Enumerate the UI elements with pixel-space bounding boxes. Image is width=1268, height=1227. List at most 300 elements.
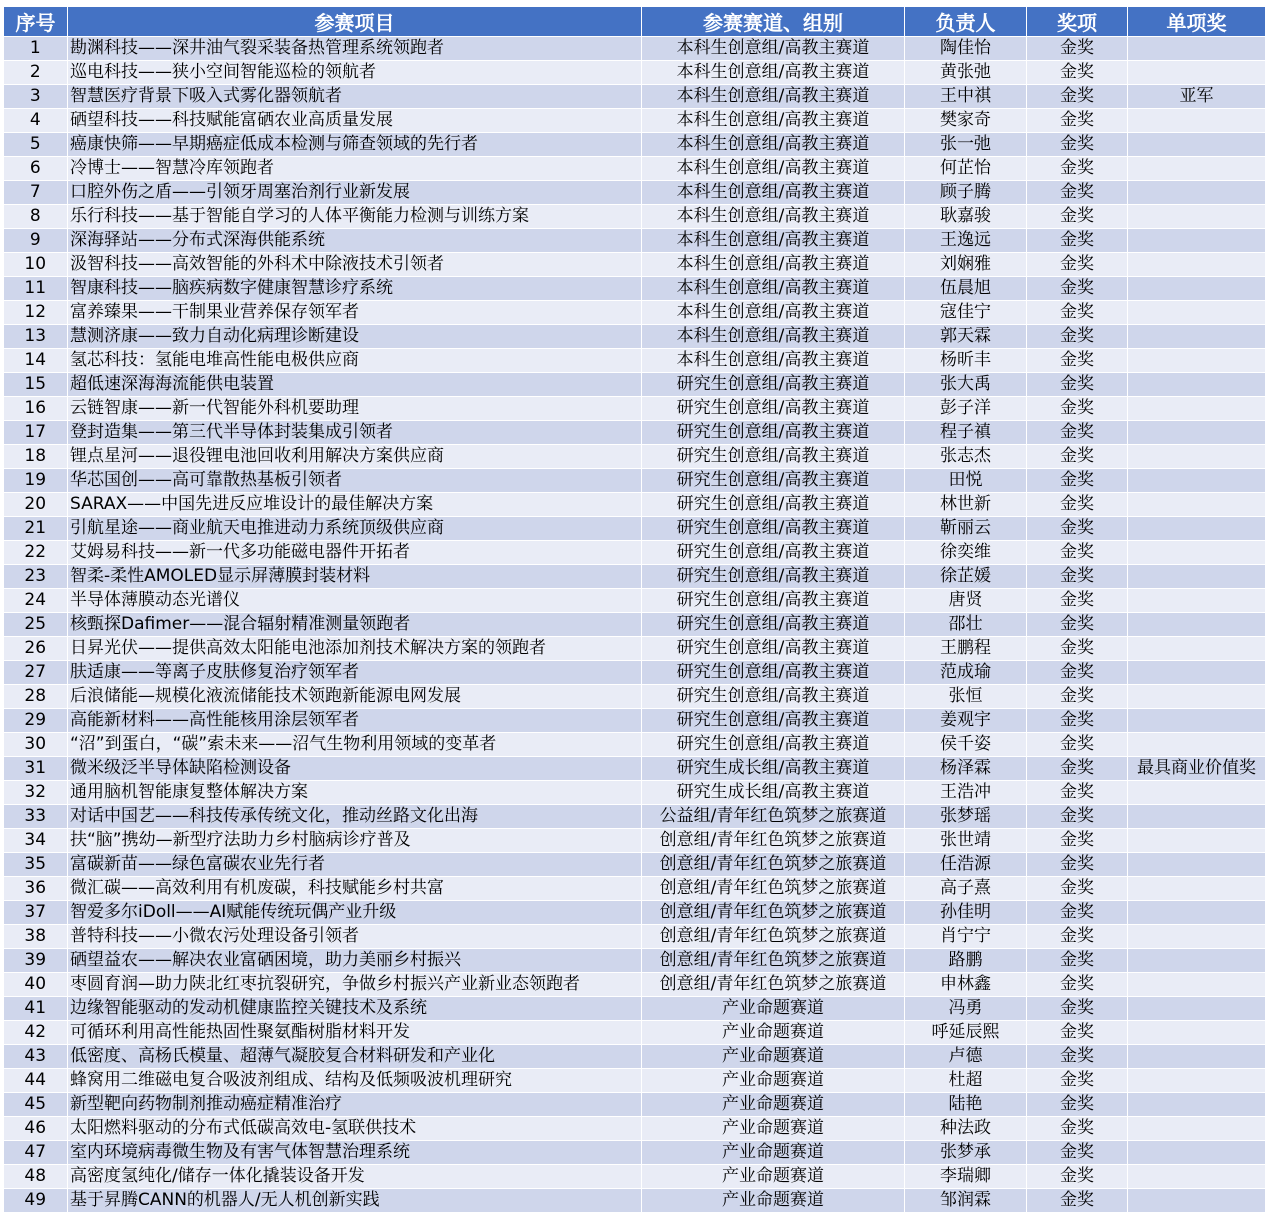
- special-award: [1128, 469, 1266, 493]
- table-row: [4, 1069, 1266, 1093]
- project-name: 基于昇腾CANN的机器人/无人机创新实践: [68, 1189, 642, 1213]
- table-row: [4, 877, 1266, 901]
- special-award: [1128, 685, 1266, 709]
- track-group: 本科生创意组/高教主赛道: [642, 349, 905, 373]
- award: 金奖: [1027, 325, 1128, 349]
- track-group: 公益组/青年红色筑梦之旅赛道: [642, 805, 905, 829]
- track-group: 研究生成长组/高教主赛道: [642, 781, 905, 805]
- award: 金奖: [1027, 613, 1128, 637]
- row-index: 36: [4, 877, 68, 901]
- row-index: 8: [4, 205, 68, 229]
- track-group: 本科生创意组/高教主赛道: [642, 229, 905, 253]
- track-group: 本科生创意组/高教主赛道: [642, 37, 905, 61]
- leader-name: 卢德: [905, 1045, 1027, 1069]
- award: 金奖: [1027, 925, 1128, 949]
- project-name: 对话中国艺——科技传承传统文化，推动丝路文化出海: [68, 805, 642, 829]
- track-group: 本科生创意组/高教主赛道: [642, 109, 905, 133]
- leader-name: 徐奕维: [905, 541, 1027, 565]
- special-award: [1128, 1189, 1266, 1213]
- project-name: 低密度、高杨氏模量、超薄气凝胶复合材料研发和产业化: [68, 1045, 642, 1069]
- row-index: 46: [4, 1117, 68, 1141]
- special-award: [1128, 493, 1266, 517]
- leader-name: 张梦瑶: [905, 805, 1027, 829]
- row-index: 10: [4, 253, 68, 277]
- leader-name: 杜超: [905, 1069, 1027, 1093]
- row-index: 17: [4, 421, 68, 445]
- table-row: [4, 37, 1266, 61]
- track-group: 本科生创意组/高教主赛道: [642, 181, 905, 205]
- track-group: 研究生创意组/高教主赛道: [642, 445, 905, 469]
- row-index: 27: [4, 661, 68, 685]
- table-row: [4, 1189, 1266, 1213]
- leader-name: 彭子洋: [905, 397, 1027, 421]
- leader-name: 姜观宇: [905, 709, 1027, 733]
- special-award: [1128, 205, 1266, 229]
- project-name: 智柔-柔性AMOLED显示屏薄膜封装材料: [68, 565, 642, 589]
- special-award: [1128, 1117, 1266, 1141]
- header-special-award: 单项奖: [1128, 7, 1266, 37]
- special-award: [1128, 301, 1266, 325]
- track-group: 研究生创意组/高教主赛道: [642, 373, 905, 397]
- special-award: [1128, 421, 1266, 445]
- table-row: [4, 61, 1266, 85]
- special-award: [1128, 1093, 1266, 1117]
- header-project: 参赛项目: [68, 7, 642, 37]
- leader-name: 邵壮: [905, 613, 1027, 637]
- leader-name: 杨泽霖: [905, 757, 1027, 781]
- row-index: 3: [4, 85, 68, 109]
- award: 金奖: [1027, 349, 1128, 373]
- row-index: 29: [4, 709, 68, 733]
- leader-name: 陆艳: [905, 1093, 1027, 1117]
- row-index: 42: [4, 1021, 68, 1045]
- track-group: 本科生创意组/高教主赛道: [642, 301, 905, 325]
- track-group: 研究生创意组/高教主赛道: [642, 517, 905, 541]
- track-group: 研究生创意组/高教主赛道: [642, 397, 905, 421]
- award: 金奖: [1027, 229, 1128, 253]
- leader-name: 田悦: [905, 469, 1027, 493]
- table-row: [4, 109, 1266, 133]
- special-award: [1128, 853, 1266, 877]
- track-group: 产业命题赛道: [642, 1165, 905, 1189]
- row-index: 48: [4, 1165, 68, 1189]
- track-group: 本科生创意组/高教主赛道: [642, 253, 905, 277]
- track-group: 本科生创意组/高教主赛道: [642, 277, 905, 301]
- project-name: 智慧医疗背景下吸入式雾化器领航者: [68, 85, 642, 109]
- special-award: [1128, 949, 1266, 973]
- row-index: 30: [4, 733, 68, 757]
- project-name: 巡电科技——狭小空间智能巡检的领航者: [68, 61, 642, 85]
- award: 金奖: [1027, 1021, 1128, 1045]
- table-row: [4, 181, 1266, 205]
- table-row: [4, 373, 1266, 397]
- track-group: 产业命题赛道: [642, 1021, 905, 1045]
- table-row: [4, 613, 1266, 637]
- award: 金奖: [1027, 445, 1128, 469]
- track-group: 本科生创意组/高教主赛道: [642, 85, 905, 109]
- leader-name: 王中祺: [905, 85, 1027, 109]
- table-row: [4, 445, 1266, 469]
- award: 金奖: [1027, 541, 1128, 565]
- leader-name: 冯勇: [905, 997, 1027, 1021]
- award: 金奖: [1027, 709, 1128, 733]
- project-name: 慧测济康——致力自动化病理诊断建设: [68, 325, 642, 349]
- award: 金奖: [1027, 205, 1128, 229]
- award: 金奖: [1027, 685, 1128, 709]
- special-award: [1128, 925, 1266, 949]
- table-row: [4, 901, 1266, 925]
- award: 金奖: [1027, 1093, 1128, 1117]
- row-index: 7: [4, 181, 68, 205]
- table-row: [4, 757, 1266, 781]
- leader-name: 伍晨旭: [905, 277, 1027, 301]
- special-award: [1128, 829, 1266, 853]
- track-group: 本科生创意组/高教主赛道: [642, 205, 905, 229]
- award: 金奖: [1027, 1069, 1128, 1093]
- leader-name: 王浩冲: [905, 781, 1027, 805]
- leader-name: 寇佳宁: [905, 301, 1027, 325]
- project-name: 锂点星河——退役锂电池回收利用解决方案供应商: [68, 445, 642, 469]
- table-row: [4, 781, 1266, 805]
- leader-name: 高子熹: [905, 877, 1027, 901]
- leader-name: 耿嘉骏: [905, 205, 1027, 229]
- award: 金奖: [1027, 973, 1128, 997]
- special-award: [1128, 541, 1266, 565]
- award: 金奖: [1027, 421, 1128, 445]
- track-group: 创意组/青年红色筑梦之旅赛道: [642, 829, 905, 853]
- special-award: [1128, 37, 1266, 61]
- special-award: [1128, 877, 1266, 901]
- row-index: 37: [4, 901, 68, 925]
- row-index: 12: [4, 301, 68, 325]
- row-index: 2: [4, 61, 68, 85]
- special-award: [1128, 373, 1266, 397]
- track-group: 研究生创意组/高教主赛道: [642, 613, 905, 637]
- special-award: [1128, 1021, 1266, 1045]
- award: 金奖: [1027, 637, 1128, 661]
- leader-name: 顾子腾: [905, 181, 1027, 205]
- special-award: [1128, 973, 1266, 997]
- special-award: [1128, 133, 1266, 157]
- project-name: 微米级泛半导体缺陷检测设备: [68, 757, 642, 781]
- row-index: 25: [4, 613, 68, 637]
- header-track: 参赛赛道、组别: [642, 7, 905, 37]
- track-group: 创意组/青年红色筑梦之旅赛道: [642, 949, 905, 973]
- award: 金奖: [1027, 517, 1128, 541]
- track-group: 研究生成长组/高教主赛道: [642, 757, 905, 781]
- row-index: 22: [4, 541, 68, 565]
- table-row: [4, 589, 1266, 613]
- row-index: 49: [4, 1189, 68, 1213]
- track-group: 产业命题赛道: [642, 1141, 905, 1165]
- row-index: 1: [4, 37, 68, 61]
- leader-name: 陶佳怡: [905, 37, 1027, 61]
- award: 金奖: [1027, 253, 1128, 277]
- award: 金奖: [1027, 277, 1128, 301]
- table-body: [4, 37, 1266, 1213]
- row-index: 35: [4, 853, 68, 877]
- project-name: 癌康快筛——早期癌症低成本检测与筛查领域的先行者: [68, 133, 642, 157]
- track-group: 产业命题赛道: [642, 1093, 905, 1117]
- leader-name: 黄张弛: [905, 61, 1027, 85]
- row-index: 15: [4, 373, 68, 397]
- table-row: [4, 1021, 1266, 1045]
- project-name: 深海驿站——分布式深海供能系统: [68, 229, 642, 253]
- leader-name: 路鹏: [905, 949, 1027, 973]
- row-index: 16: [4, 397, 68, 421]
- track-group: 创意组/青年红色筑梦之旅赛道: [642, 925, 905, 949]
- row-index: 24: [4, 589, 68, 613]
- special-award: [1128, 661, 1266, 685]
- award: 金奖: [1027, 781, 1128, 805]
- award: 金奖: [1027, 157, 1128, 181]
- header-leader: 负责人: [905, 7, 1027, 37]
- project-name: 汲智科技——高效智能的外科术中除液技术引领者: [68, 253, 642, 277]
- special-award: [1128, 325, 1266, 349]
- leader-name: 种法政: [905, 1117, 1027, 1141]
- award: 金奖: [1027, 1045, 1128, 1069]
- special-award: [1128, 1165, 1266, 1189]
- track-group: 创意组/青年红色筑梦之旅赛道: [642, 853, 905, 877]
- table-row: [4, 301, 1266, 325]
- table-row: [4, 661, 1266, 685]
- leader-name: 郭天霖: [905, 325, 1027, 349]
- leader-name: 邹润霖: [905, 1189, 1027, 1213]
- row-index: 44: [4, 1069, 68, 1093]
- project-name: 高密度氢纯化/储存一体化撬装设备开发: [68, 1165, 642, 1189]
- project-name: 智爱多尔iDoll——AI赋能传统玩偶产业升级: [68, 901, 642, 925]
- project-name: 太阳燃料驱动的分布式低碳高效电-氢联供技术: [68, 1117, 642, 1141]
- project-name: 普特科技——小微农污处理设备引领者: [68, 925, 642, 949]
- table-row: [4, 829, 1266, 853]
- table-row: [4, 973, 1266, 997]
- row-index: 9: [4, 229, 68, 253]
- leader-name: 肖宁宁: [905, 925, 1027, 949]
- special-award: [1128, 397, 1266, 421]
- special-award: [1128, 1069, 1266, 1093]
- project-name: SARAX——中国先进反应堆设计的最佳解决方案: [68, 493, 642, 517]
- project-name: 冷博士——智慧冷库领跑者: [68, 157, 642, 181]
- table-row: [4, 733, 1266, 757]
- table-row: [4, 925, 1266, 949]
- leader-name: 杨昕丰: [905, 349, 1027, 373]
- row-index: 39: [4, 949, 68, 973]
- special-award: [1128, 637, 1266, 661]
- table-row: [4, 349, 1266, 373]
- leader-name: 张志杰: [905, 445, 1027, 469]
- table-row: [4, 685, 1266, 709]
- award: 金奖: [1027, 85, 1128, 109]
- row-index: 34: [4, 829, 68, 853]
- table-row: [4, 469, 1266, 493]
- leader-name: 徐芷媛: [905, 565, 1027, 589]
- table-row: [4, 205, 1266, 229]
- row-index: 20: [4, 493, 68, 517]
- award: 金奖: [1027, 1117, 1128, 1141]
- track-group: 本科生创意组/高教主赛道: [642, 325, 905, 349]
- leader-name: 范成瑜: [905, 661, 1027, 685]
- leader-name: 张梦承: [905, 1141, 1027, 1165]
- leader-name: 李瑞卿: [905, 1165, 1027, 1189]
- project-name: 引航星途——商业航天电推进动力系统顶级供应商: [68, 517, 642, 541]
- project-name: 氢芯科技：氢能电堆高性能电极供应商: [68, 349, 642, 373]
- track-group: 本科生创意组/高教主赛道: [642, 133, 905, 157]
- header-award: 奖项: [1027, 7, 1128, 37]
- project-name: 核甄探Dafimer——混合辐射精准测量领跑者: [68, 613, 642, 637]
- track-group: 研究生创意组/高教主赛道: [642, 685, 905, 709]
- track-group: 研究生创意组/高教主赛道: [642, 493, 905, 517]
- project-name: 新型靶向药物制剂推动癌症精准治疗: [68, 1093, 642, 1117]
- special-award: [1128, 109, 1266, 133]
- table-row: [4, 1093, 1266, 1117]
- table-row: [4, 949, 1266, 973]
- special-award: [1128, 253, 1266, 277]
- header-row: [4, 7, 1266, 37]
- table-row: [4, 277, 1266, 301]
- track-group: 研究生创意组/高教主赛道: [642, 733, 905, 757]
- track-group: 产业命题赛道: [642, 1189, 905, 1213]
- special-award: [1128, 61, 1266, 85]
- track-group: 研究生创意组/高教主赛道: [642, 421, 905, 445]
- table-row: [4, 1165, 1266, 1189]
- project-name: 口腔外伤之盾——引领牙周塞治剂行业新发展: [68, 181, 642, 205]
- table-row: [4, 1045, 1266, 1069]
- row-index: 23: [4, 565, 68, 589]
- row-index: 5: [4, 133, 68, 157]
- track-group: 产业命题赛道: [642, 1117, 905, 1141]
- leader-name: 樊家奇: [905, 109, 1027, 133]
- leader-name: 张一弛: [905, 133, 1027, 157]
- project-name: 扶“脑”携幼—新型疗法助力乡村脑病诊疗普及: [68, 829, 642, 853]
- project-name: 肤适康——等离子皮肤修复治疗领军者: [68, 661, 642, 685]
- award: 金奖: [1027, 1141, 1128, 1165]
- special-award: [1128, 901, 1266, 925]
- award: 金奖: [1027, 949, 1128, 973]
- award: 金奖: [1027, 757, 1128, 781]
- award: 金奖: [1027, 61, 1128, 85]
- track-group: 创意组/青年红色筑梦之旅赛道: [642, 901, 905, 925]
- award: 金奖: [1027, 733, 1128, 757]
- track-group: 研究生创意组/高教主赛道: [642, 661, 905, 685]
- row-index: 21: [4, 517, 68, 541]
- table-row: [4, 325, 1266, 349]
- special-award: [1128, 781, 1266, 805]
- special-award: 亚军: [1128, 85, 1266, 109]
- row-index: 45: [4, 1093, 68, 1117]
- table-row: [4, 565, 1266, 589]
- leader-name: 张大禹: [905, 373, 1027, 397]
- row-index: 40: [4, 973, 68, 997]
- award: 金奖: [1027, 133, 1128, 157]
- award: 金奖: [1027, 493, 1128, 517]
- table-row: [4, 421, 1266, 445]
- table-row: [4, 853, 1266, 877]
- special-award: 最具商业价值奖: [1128, 757, 1266, 781]
- project-name: 勘渊科技——深井油气裂采装备热管理系统领跑者: [68, 37, 642, 61]
- project-name: 枣圆育润—助力陕北红枣抗裂研究，争做乡村振兴产业新业态领跑者: [68, 973, 642, 997]
- row-index: 26: [4, 637, 68, 661]
- table-row: [4, 541, 1266, 565]
- row-index: 43: [4, 1045, 68, 1069]
- leader-name: 程子禛: [905, 421, 1027, 445]
- award: 金奖: [1027, 109, 1128, 133]
- special-award: [1128, 517, 1266, 541]
- special-award: [1128, 733, 1266, 757]
- award: 金奖: [1027, 661, 1128, 685]
- leader-name: 孙佳明: [905, 901, 1027, 925]
- project-name: 室内环境病毒微生物及有害气体智慧治理系统: [68, 1141, 642, 1165]
- award: 金奖: [1027, 373, 1128, 397]
- leader-name: 申林鑫: [905, 973, 1027, 997]
- project-name: 富养臻果——干制果业营养保存领军者: [68, 301, 642, 325]
- project-name: 超低速深海海流能供电装置: [68, 373, 642, 397]
- track-group: 研究生创意组/高教主赛道: [642, 541, 905, 565]
- special-award: [1128, 613, 1266, 637]
- project-name: 蜂窝用二维磁电复合吸波剂组成、结构及低频吸波机理研究: [68, 1069, 642, 1093]
- special-award: [1128, 805, 1266, 829]
- table-row: [4, 493, 1266, 517]
- table-row: [4, 229, 1266, 253]
- award: 金奖: [1027, 805, 1128, 829]
- leader-name: 任浩源: [905, 853, 1027, 877]
- row-index: 19: [4, 469, 68, 493]
- project-name: 高能新材料——高性能核用涂层领军者: [68, 709, 642, 733]
- track-group: 研究生创意组/高教主赛道: [642, 709, 905, 733]
- special-award: [1128, 1045, 1266, 1069]
- award: 金奖: [1027, 181, 1128, 205]
- project-name: 智康科技——脑疾病数字健康智慧诊疗系统: [68, 277, 642, 301]
- special-award: [1128, 229, 1266, 253]
- row-index: 38: [4, 925, 68, 949]
- awards-table: [3, 6, 1266, 1213]
- leader-name: 何芷怡: [905, 157, 1027, 181]
- track-group: 本科生创意组/高教主赛道: [642, 61, 905, 85]
- leader-name: 靳丽云: [905, 517, 1027, 541]
- project-name: 艾姆易科技——新一代多功能磁电器件开拓者: [68, 541, 642, 565]
- special-award: [1128, 445, 1266, 469]
- leader-name: 王鹏程: [905, 637, 1027, 661]
- table-row: [4, 397, 1266, 421]
- leader-name: 呼延辰熙: [905, 1021, 1027, 1045]
- leader-name: 张世靖: [905, 829, 1027, 853]
- award: 金奖: [1027, 853, 1128, 877]
- header-index: 序号: [4, 7, 68, 37]
- project-name: 通用脑机智能康复整体解决方案: [68, 781, 642, 805]
- row-index: 6: [4, 157, 68, 181]
- table-row: [4, 805, 1266, 829]
- project-name: 可循环利用高性能热固性聚氨酯树脂材料开发: [68, 1021, 642, 1045]
- table-row: [4, 85, 1266, 109]
- row-index: 33: [4, 805, 68, 829]
- award: 金奖: [1027, 1165, 1128, 1189]
- leader-name: 张恒: [905, 685, 1027, 709]
- project-name: 硒望科技——科技赋能富硒农业高质量发展: [68, 109, 642, 133]
- project-name: 半导体薄膜动态光谱仪: [68, 589, 642, 613]
- table-row: [4, 997, 1266, 1021]
- track-group: 产业命题赛道: [642, 1045, 905, 1069]
- row-index: 28: [4, 685, 68, 709]
- award: 金奖: [1027, 565, 1128, 589]
- track-group: 产业命题赛道: [642, 997, 905, 1021]
- row-index: 41: [4, 997, 68, 1021]
- track-group: 本科生创意组/高教主赛道: [642, 157, 905, 181]
- project-name: 日昇光伏——提供高效太阳能电池添加剂技术解决方案的领跑者: [68, 637, 642, 661]
- project-name: 边缘智能驱动的发动机健康监控关键技术及系统: [68, 997, 642, 1021]
- leader-name: 唐贤: [905, 589, 1027, 613]
- special-award: [1128, 709, 1266, 733]
- special-award: [1128, 349, 1266, 373]
- table-row: [4, 1117, 1266, 1141]
